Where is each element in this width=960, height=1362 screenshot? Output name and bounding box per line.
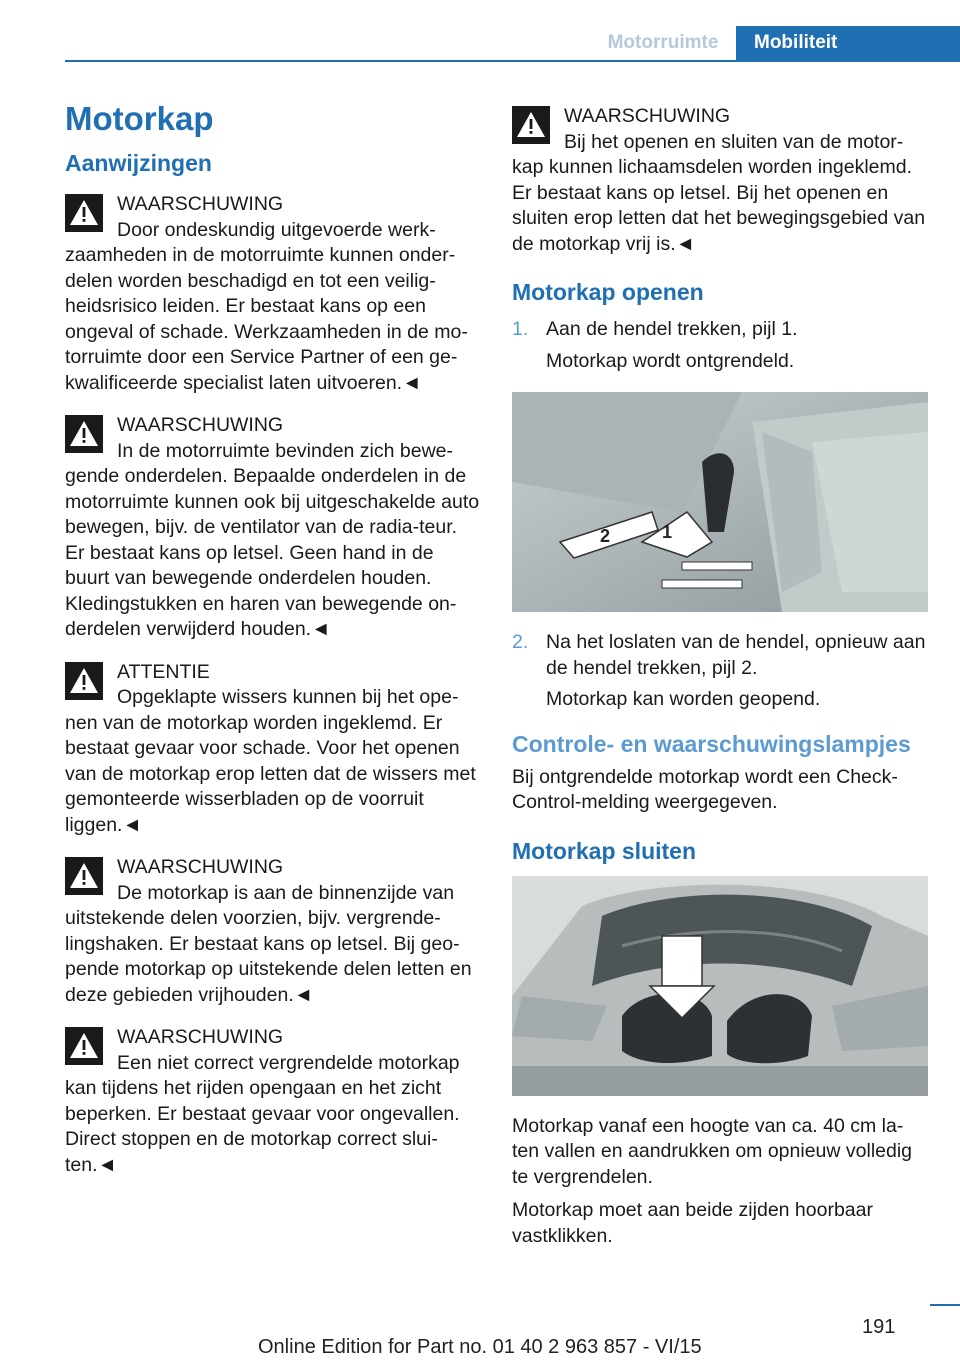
- section-heading-controle-lampjes: Controle- en waarschuwingslampjes: [512, 730, 911, 757]
- footer-rule: [930, 1304, 960, 1306]
- right-column: [512, 104, 928, 1257]
- left-column: [65, 96, 480, 1195]
- tab-motorruimte[interactable]: Motorruimte: [607, 32, 719, 53]
- warning-label: WAARSCHUWING: [117, 193, 284, 215]
- lights-text: Bij ontgrendelde motorkap wordt een Check-Control-melding weergegeven.: [512, 765, 898, 813]
- step-item: [512, 630, 928, 713]
- warning-triangle-icon: [65, 1027, 103, 1065]
- figure-arrow-label-2: 2: [600, 526, 611, 546]
- close-note: Motorkap moet aan beide zijden hoorbaar vastklikken.: [512, 1199, 873, 1247]
- warning-label: WAARSCHUWING: [564, 105, 731, 127]
- step-item: [512, 317, 928, 374]
- warning-block: [512, 104, 928, 257]
- warning-triangle-icon: [65, 662, 103, 700]
- section-heading-motorkap-sluiten: Motorkap sluiten: [512, 837, 697, 864]
- hood-release-lever-figure: [512, 392, 928, 612]
- warning-triangle-icon: [65, 415, 103, 453]
- warning-label: WAARSCHUWING: [117, 414, 284, 436]
- close-instruction: Motorkap vanaf een hoogte van ca. 40 cm la-ten vallen en aandrukken om opnieuw volledig te vergrendelen.: [512, 1114, 913, 1188]
- warning-text: kap kunnen lichaamsdelen worden ingeklemd. Er bestaat kans op letsel. Bij het openen en sluiten erop letten dat het bewegingsgebied van de motorkap vrij is.◄: [512, 156, 926, 255]
- step-text: Aan de hendel trekken, pijl 1.: [546, 318, 798, 340]
- attention-label: ATTENTIE: [117, 660, 210, 683]
- warning-label: WAARSCHUWING: [117, 856, 284, 878]
- warning-text: kan tijdens het rijden opengaan en het zicht beperken. Er bestaat gevaar voor ongevallen. Direct stoppen en de motorkap correct slui-ten.◄: [65, 1077, 460, 1176]
- warning-text: nen van de motorkap worden ingeklemd. Er bestaat gevaar voor schade. Voor het openen van de motorkap erop letten dat de wissers met gemonteerde wisserbladen op de voorruit liggen.◄: [65, 711, 476, 836]
- warning-triangle-icon: [65, 857, 103, 895]
- edition-note: Online Edition for Part no. 01 40 2 963 857 - VI/15: [258, 1336, 702, 1358]
- warning-text-first: Opgeklapte wissers kunnen bij het ope-: [117, 686, 459, 708]
- section-heading-motorkap-openen: Motorkap openen: [512, 279, 704, 305]
- step-result: Motorkap wordt ontgrendeld.: [546, 349, 795, 372]
- attention-block: [65, 660, 480, 839]
- warning-triangle-icon: [512, 106, 550, 144]
- page-number: 191: [862, 1316, 896, 1338]
- warning-block: [65, 192, 480, 396]
- warning-triangle-icon: [65, 194, 103, 232]
- warning-text-first: Bij het openen en sluiten van de motor-: [564, 130, 904, 153]
- figure-arrow-label-1: 1: [662, 522, 673, 542]
- warning-text-first: Door ondeskundig uitgevoerde werk-: [117, 218, 436, 241]
- header-rule: [65, 60, 960, 62]
- section-heading-aanwijzingen: Aanwijzingen: [65, 150, 212, 176]
- step-text: Na het loslaten van de hendel, opnieuw aan de hendel trekken, pijl 2.: [546, 631, 926, 679]
- warning-block: [65, 855, 480, 1008]
- warning-text-first: In de motorruimte bevinden zich bewe-: [117, 439, 454, 462]
- warning-text-first: Een niet correct vergrendelde motorkap: [117, 1051, 460, 1074]
- step-result: Motorkap kan worden geopend.: [546, 688, 821, 710]
- warning-block: [65, 413, 480, 643]
- tab-mobiliteit[interactable]: Mobiliteit: [736, 26, 960, 60]
- step-number: 2.: [512, 631, 529, 653]
- warning-text: gende onderdelen. Bepaalde onderdelen in de motorruimte kunnen ook bij uitgeschakelde auto bewegen, bijv. de ventilator van de radia-teur. Er bestaat kans op letsel. Geen hand in de buurt van bewegende onderdelen houden. Kledingstukken en haren van bewegende on-derdelen verwijderd houden.◄: [65, 465, 480, 640]
- warning-block: [65, 1025, 480, 1178]
- step-number: 1.: [512, 318, 529, 340]
- warning-text-first: De motorkap is aan de binnenzijde van: [117, 881, 455, 904]
- hood-closing-figure: [512, 876, 928, 1096]
- warning-text: zaamheden in de motorruimte kunnen onder-delen worden beschadigd en tot een veilig-heidsrisico leiden. Er bestaat kans op een ongeval of schade. Werkzaamheden in de mo-torruimte door een Service Partner of een ge-kwalificeerde specialist laten uitvoeren.◄: [65, 244, 468, 394]
- page-title: Motorkap: [65, 100, 214, 137]
- warning-text: uitstekende delen voorzien, bijv. vergrende-lingshaken. Er bestaat kans op letsel. Bij geo-pende motorkap op uitstekende delen letten en deze gebieden vrijhouden.◄: [65, 907, 472, 1006]
- warning-label: WAARSCHUWING: [117, 1026, 284, 1048]
